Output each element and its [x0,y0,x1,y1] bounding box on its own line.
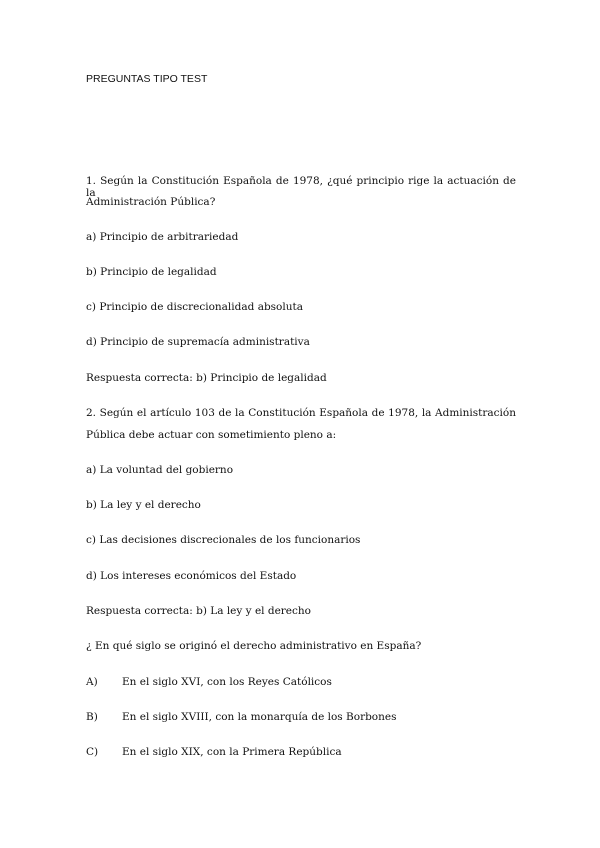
question-1-text-line-1: 1. Según la Constitución Española de 1978, ¿qué principio rige la actuación de la [86,175,516,199]
question-1-option-a: a) Principio de arbitrariedad [86,231,239,243]
question-2-answer: Respuesta correcta: b) La ley y el derecho [86,605,311,617]
question-2-text-line-2: Pública debe actuar con sometimiento pleno a: [86,429,337,441]
question-1-option-b: b) Principio de legalidad [86,266,217,278]
question-2-text-line-1: 2. Según el artículo 103 de la Constitución Española de 1978, la Administración [86,407,516,419]
question-3-option-a-text: En el siglo XVI, con los Reyes Católicos [122,676,332,688]
document-title: PREGUNTAS TIPO TEST [86,73,208,85]
question-3-option-b-letter: B) [86,711,98,723]
question-2-option-d: d) Los intereses económicos del Estado [86,570,297,582]
question-2-option-c: c) Las decisiones discrecionales de los funcionarios [86,534,361,546]
question-3-option-c-letter: C) [86,746,99,758]
question-3-option-c-text: En el siglo XIX, con la Primera República [122,746,342,758]
question-3-option-b-text: En el siglo XVIII, con la monarquía de los Borbones [122,711,397,723]
question-2-option-b: b) La ley y el derecho [86,499,201,511]
question-1-option-d: d) Principio de supremacía administrativa [86,336,310,348]
question-1-answer: Respuesta correcta: b) Principio de legalidad [86,372,327,384]
question-1-text-line-2: Administración Pública? [86,196,216,208]
question-3-option-a-letter: A) [86,676,98,688]
question-3-text: ¿ En qué siglo se originó el derecho administrativo en España? [86,640,422,652]
question-1-option-c: c) Principio de discrecionalidad absoluta [86,301,303,313]
question-2-option-a: a) La voluntad del gobierno [86,464,234,476]
